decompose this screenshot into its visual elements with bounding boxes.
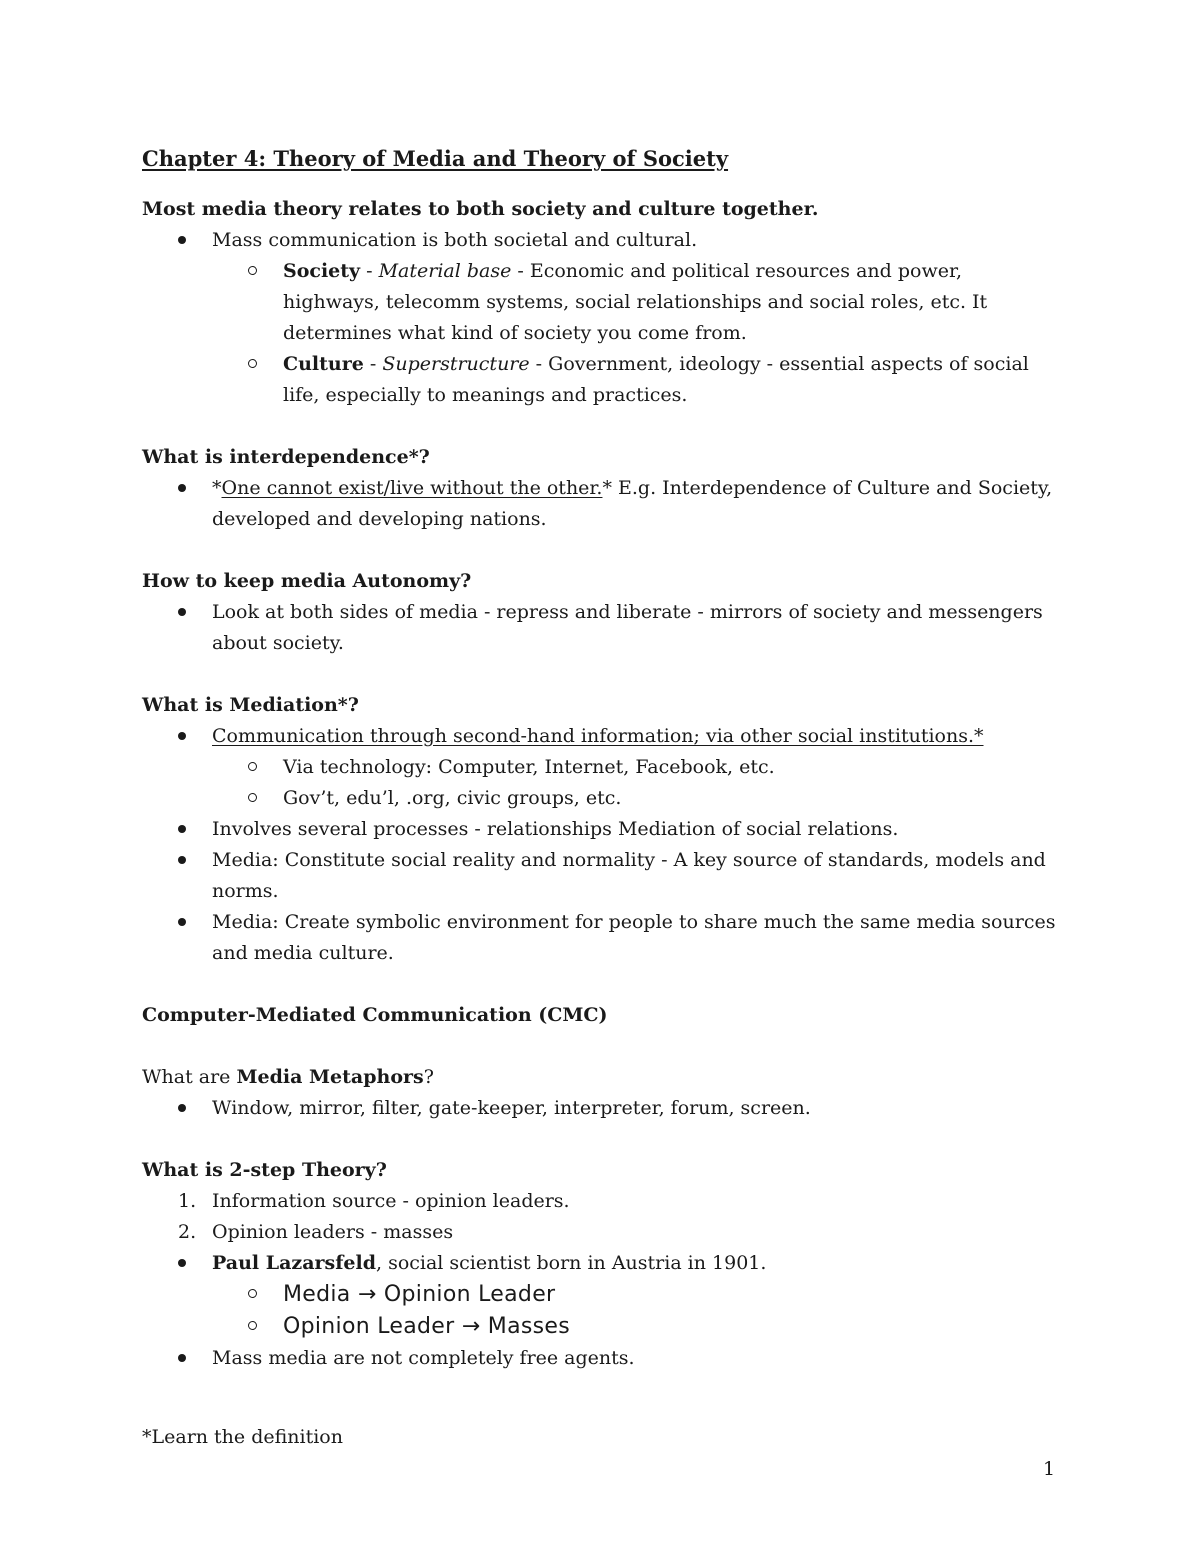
hollow-bullet-icon	[248, 359, 257, 368]
hollow-bullet-icon	[248, 793, 257, 802]
list-item: Involves several processes - relationships Mediation of social relations.	[142, 814, 1062, 845]
bullet-list	[142, 597, 1062, 659]
numbered-list	[142, 1186, 1062, 1248]
chapter-title: Chapter 4: Theory of Media and Theory of Society	[142, 146, 729, 171]
bullet-icon	[178, 236, 186, 244]
list-item: Gov’t, edu’l, .org, civic groups, etc.	[142, 783, 1062, 814]
section-heading-mediation: What is Mediation*?	[142, 694, 359, 716]
list-item: Society - Material base - Economic and political resources and power, highways, telecomm systems, social relationships and social roles, etc. It determines what kind of society you come from.	[142, 256, 1062, 349]
list-item: Mass communication is both societal and cultural.	[142, 225, 1062, 256]
bullet-icon	[178, 732, 186, 740]
section-heading-two-step-theory: What is 2-step Theory?	[142, 1159, 387, 1181]
person-name: Paul Lazarsfeld	[212, 1252, 376, 1274]
list-item: Media: Constitute social reality and normality - A key source of standards, models and norms.	[142, 845, 1062, 907]
bullet-icon	[178, 918, 186, 926]
hollow-bullet-icon	[248, 1321, 257, 1330]
bullet-icon	[178, 856, 186, 864]
document-content	[142, 142, 1062, 1374]
list-item: Opinion Leader → Masses	[142, 1311, 1062, 1343]
bullet-icon	[178, 1354, 186, 1362]
section-heading-interdependence: What is interdependence*?	[142, 446, 430, 468]
bullet-list	[142, 225, 1062, 411]
list-item: *One cannot exist/live without the other.* E.g. Interdependence of Culture and Society, developed and developing nations.	[142, 473, 1062, 535]
list-item: Look at both sides of media - repress and liberate - mirrors of society and messengers about society.	[142, 597, 1062, 659]
list-item: Paul Lazarsfeld, social scientist born in Austria in 1901.	[142, 1248, 1062, 1279]
bullet-list	[142, 1093, 1062, 1124]
bullet-icon	[178, 1259, 186, 1267]
bullet-icon	[178, 484, 186, 492]
bullet-icon	[178, 825, 186, 833]
hollow-bullet-icon	[248, 762, 257, 771]
list-item: 2. Opinion leaders - masses	[178, 1221, 454, 1243]
section-heading-autonomy: How to keep media Autonomy?	[142, 570, 472, 592]
footnote: *Learn the definition	[142, 1426, 343, 1448]
section-heading-society-culture: Most media theory relates to both society and culture together.	[142, 198, 819, 220]
list-item: 1. Information source - opinion leaders.	[178, 1190, 570, 1212]
list-item: Via technology: Computer, Internet, Facebook, etc.	[142, 752, 1062, 783]
list-item: Window, mirror, filter, gate-keeper, interpreter, forum, screen.	[142, 1093, 1062, 1124]
list-item: Media → Opinion Leader	[142, 1279, 1062, 1311]
bullet-list	[142, 473, 1062, 535]
list-item: Media: Create symbolic environment for people to share much the same media sources and media culture.	[142, 907, 1062, 969]
term-society: Society	[283, 260, 361, 282]
bullet-icon	[178, 608, 186, 616]
list-item: Culture - Superstructure - Government, ideology - essential aspects of social life, especially to meanings and practices.	[142, 349, 1062, 411]
section-heading-media-metaphors: What are Media Metaphors?	[142, 1066, 434, 1088]
term-culture: Culture	[283, 353, 364, 375]
bullet-icon	[178, 1104, 186, 1112]
bullet-list	[142, 1248, 1062, 1374]
section-heading-cmc: Computer-Mediated Communication (CMC)	[142, 1004, 608, 1026]
page-number: 1	[1043, 1458, 1056, 1480]
hollow-bullet-icon	[248, 266, 257, 275]
hollow-bullet-icon	[248, 1289, 257, 1298]
list-item: Mass media are not completely free agents.	[142, 1343, 1062, 1374]
list-item: Communication through second-hand information; via other social institutions.*	[142, 721, 1062, 752]
bullet-list	[142, 721, 1062, 969]
